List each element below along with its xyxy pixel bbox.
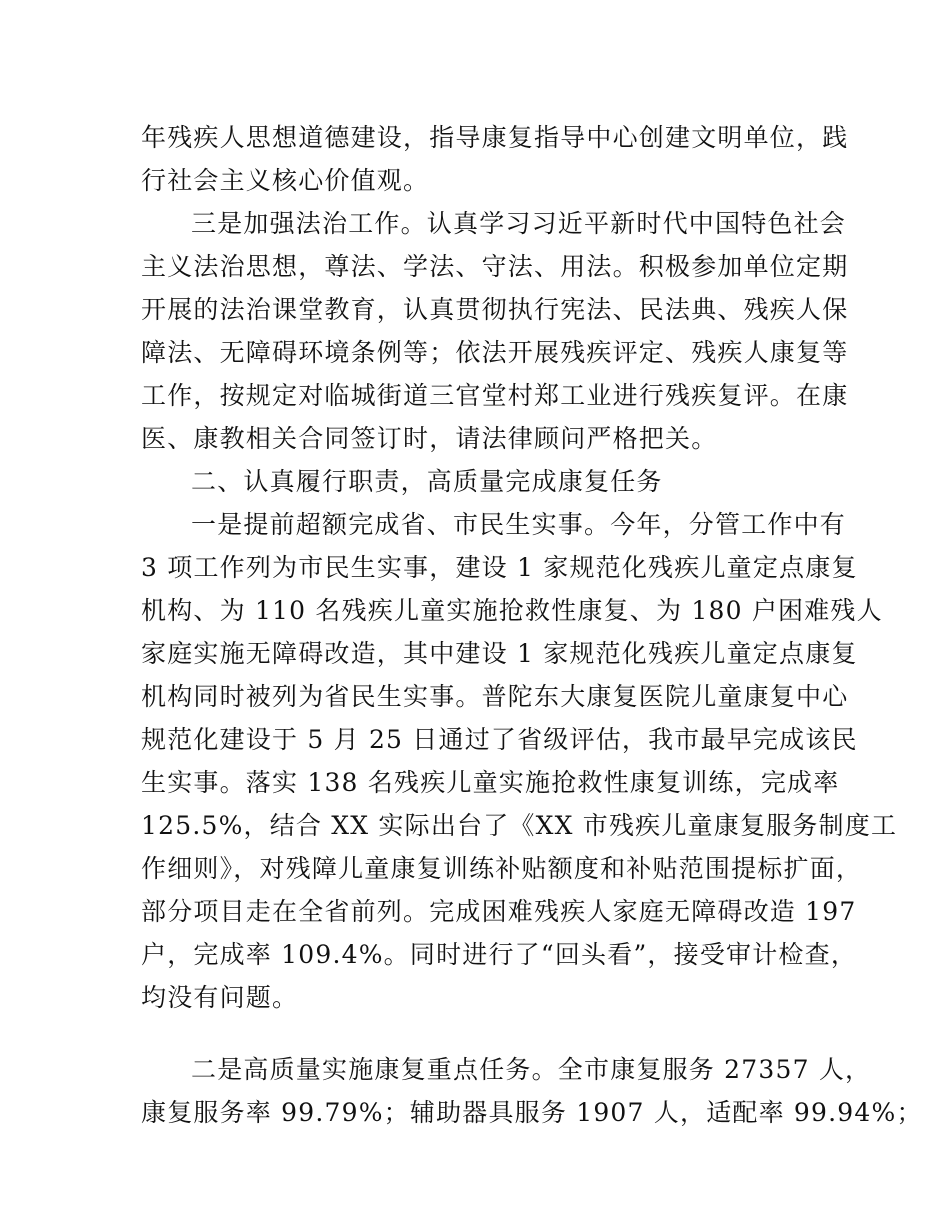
paragraph-line: 作细则》，对残障儿童康复训练补贴额度和补贴范围提标扩面， [141,854,863,883]
paragraph-line: 开展的法治课堂教育，认真贯彻执行宪法、民法典、残疾人保 [141,295,849,324]
paragraph-line: 规范化建设于 5 月 25 日通过了省级评估，我市最早完成该民 [141,725,858,754]
paragraph-line: 部分项目走在全省前列。完成困难残疾人家庭无障碍改造 197 [141,897,857,926]
paragraph-line: 障法、无障碍环境条例等；依法开展残疾评定、残疾人康复等 [141,338,849,367]
paragraph-line: 125.5%，结合 XX 实际出台了《XX 市残疾儿童康复服务制度工 [141,811,898,840]
paragraph-line: 机构同时被列为省民生实事。普陀东大康复医院儿童康复中心 [141,682,849,711]
paragraph-line: 二是高质量实施康复重点任务。全市康复服务 27357 人， [191,1055,872,1084]
paragraph-line: 机构、为 110 名残疾儿童实施抢救性康复、为 180 户困难残人 [141,596,883,625]
paragraph-line: 医、康教相关合同签订时，请法律顾问严格把关。 [141,424,718,453]
paragraph-line: 工作，按规定对临城街道三官堂村郑工业进行残疾复评。在康 [141,381,849,410]
paragraph-line: 户，完成率 109.4%。同时进行了“回头看”，接受审计检查， [141,940,858,969]
paragraph-line: 生实事。落实 138 名残疾儿童实施抢救性康复训练，完成率 [141,768,840,797]
paragraph-line: 家庭实施无障碍改造，其中建设 1 家规范化残疾儿童定点康复 [141,639,858,668]
paragraph-line: 行社会主义核心价值观。 [141,166,430,195]
paragraph-line: 均没有问题。 [141,983,299,1012]
paragraph-line: 年残疾人思想道德建设，指导康复指导中心创建文明单位，践 [141,123,849,152]
paragraph-line: 三是加强法治工作。认真学习习近平新时代中国特色社会 [191,209,847,238]
paragraph-line: 一是提前超额完成省、市民生实事。今年，分管工作中有 [191,510,847,539]
section-heading: 二、认真履行职责，高质量完成康复任务 [191,467,663,496]
paragraph-line: 主义法治思想，尊法、学法、守法、用法。积极参加单位定期 [141,252,849,281]
paragraph-line: 3 项工作列为市民生实事，建设 1 家规范化残疾儿童定点康复 [141,553,858,582]
paragraph-line: 康复服务率 99.79%；辅助器具服务 1907 人，适配率 99.94%； [141,1098,923,1127]
